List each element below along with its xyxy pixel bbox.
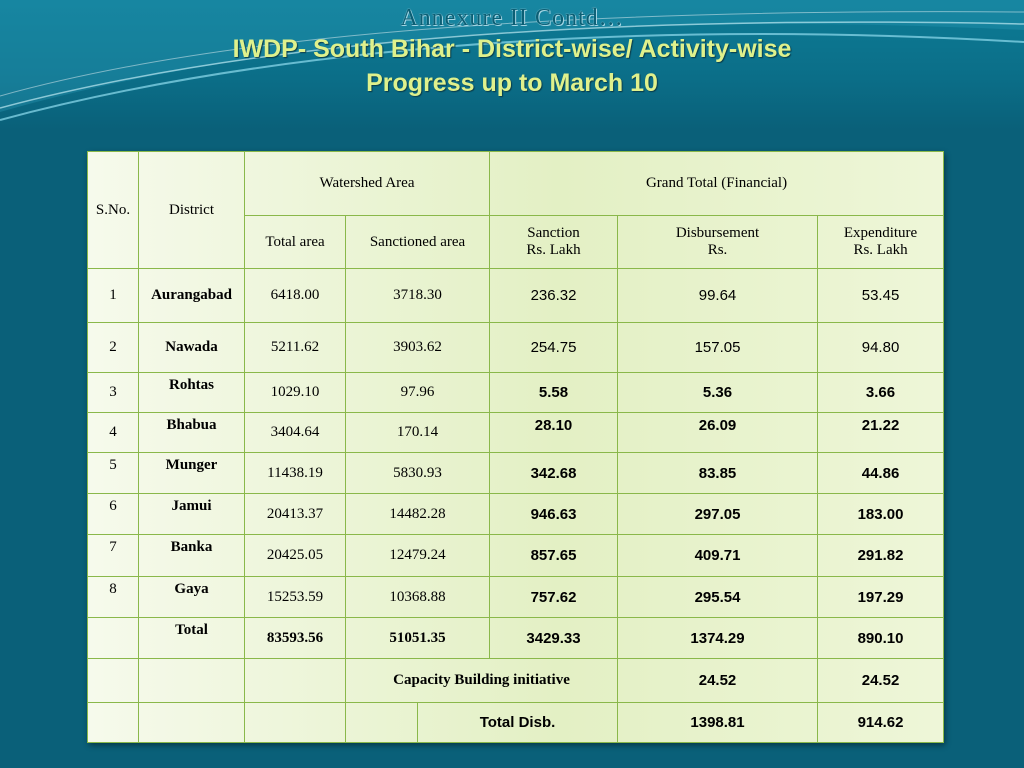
cell-district: Rohtas [139, 373, 245, 413]
progress-table-container [87, 151, 943, 742]
cell-sanctioned-area: 12479.24 [346, 535, 490, 577]
cell-disbursement: 295.54 [618, 577, 818, 618]
table-row [88, 373, 944, 413]
cell-sanction: 946.63 [490, 494, 618, 535]
cell-sno: 5 [88, 453, 139, 494]
cell-expenditure: 197.29 [818, 577, 944, 618]
cell-empty [88, 703, 139, 743]
cell-disbursement: 409.71 [618, 535, 818, 577]
cell-total-area: 1029.10 [245, 373, 346, 413]
cell-empty [139, 703, 245, 743]
cell-sno: 8 [88, 577, 139, 618]
cell-total-area: 20413.37 [245, 494, 346, 535]
cell-capacity-expenditure: 24.52 [818, 659, 944, 703]
table-row [88, 269, 944, 323]
cell-sanctioned-area: 170.14 [346, 413, 490, 453]
cell-sanction: 28.10 [490, 413, 618, 453]
cell-sanctioned-area: 5830.93 [346, 453, 490, 494]
header-district: District [139, 152, 245, 269]
cell-sanctioned-area: 10368.88 [346, 577, 490, 618]
cell-total-sanction: 3429.33 [490, 618, 618, 659]
cell-total-expenditure: 890.10 [818, 618, 944, 659]
cell-expenditure: 3.66 [818, 373, 944, 413]
cell-total-disbursement: 1374.29 [618, 618, 818, 659]
header-row-1 [88, 152, 944, 216]
table-row [88, 413, 944, 453]
cell-total-sanctioned-area: 51051.35 [346, 618, 490, 659]
cell-sno-empty [88, 618, 139, 659]
table-row [88, 577, 944, 618]
table-row [88, 494, 944, 535]
cell-capacity-label: Capacity Building initiative [346, 659, 618, 703]
cell-district: Gaya [139, 577, 245, 618]
cell-district: Munger [139, 453, 245, 494]
cell-sanction: 342.68 [490, 453, 618, 494]
cell-expenditure: 94.80 [818, 323, 944, 373]
cell-sanction: 757.62 [490, 577, 618, 618]
cell-sanctioned-area: 3903.62 [346, 323, 490, 373]
header-sno: S.No. [88, 152, 139, 269]
header-expenditure: Expenditure Rs. Lakh [818, 216, 944, 269]
cell-empty [346, 703, 418, 743]
cell-disbursement: 157.05 [618, 323, 818, 373]
table-row [88, 453, 944, 494]
table-row [88, 535, 944, 577]
cell-district: Aurangabad [139, 269, 245, 323]
cell-sno: 1 [88, 269, 139, 323]
cell-total-area: 11438.19 [245, 453, 346, 494]
cell-expenditure: 44.86 [818, 453, 944, 494]
header-disbursement: Disbursement Rs. [618, 216, 818, 269]
cell-sno: 7 [88, 535, 139, 577]
cell-disbursement: 297.05 [618, 494, 818, 535]
table-row [88, 323, 944, 373]
cell-total-label: Total [139, 618, 245, 659]
title-annexure: Annexure II Contd… [400, 5, 624, 31]
cell-expenditure: 291.82 [818, 535, 944, 577]
cell-total-area: 83593.56 [245, 618, 346, 659]
cell-total-disb-label: Total Disb. [418, 703, 618, 743]
cell-district: Nawada [139, 323, 245, 373]
capacity-building-row [88, 659, 944, 703]
cell-total-disb-disbursement: 1398.81 [618, 703, 818, 743]
cell-sanction: 857.65 [490, 535, 618, 577]
cell-empty [139, 659, 245, 703]
cell-sno: 3 [88, 373, 139, 413]
cell-sanction: 254.75 [490, 323, 618, 373]
slide-title [0, 4, 1024, 100]
cell-capacity-disbursement: 24.52 [618, 659, 818, 703]
cell-disbursement: 99.64 [618, 269, 818, 323]
cell-disbursement: 5.36 [618, 373, 818, 413]
cell-disbursement: 26.09 [618, 413, 818, 453]
cell-total-area: 6418.00 [245, 269, 346, 323]
progress-table [87, 151, 944, 743]
title-sub: Progress up to March 10 [366, 69, 658, 97]
cell-sanctioned-area: 14482.28 [346, 494, 490, 535]
cell-sno: 6 [88, 494, 139, 535]
cell-sanction: 5.58 [490, 373, 618, 413]
cell-district: Jamui [139, 494, 245, 535]
cell-sno: 4 [88, 413, 139, 453]
cell-sno: 2 [88, 323, 139, 373]
header-total-area: Total area [245, 216, 346, 269]
cell-sanctioned-area: 97.96 [346, 373, 490, 413]
cell-total-disb-expenditure: 914.62 [818, 703, 944, 743]
cell-total-area: 5211.62 [245, 323, 346, 373]
cell-total-area: 15253.59 [245, 577, 346, 618]
cell-empty [245, 659, 346, 703]
cell-total-area: 20425.05 [245, 535, 346, 577]
cell-expenditure: 53.45 [818, 269, 944, 323]
header-grand-total: Grand Total (Financial) [490, 152, 944, 216]
total-disb-row [88, 703, 944, 743]
cell-sanctioned-area: 3718.30 [346, 269, 490, 323]
header-sanction: Sanction Rs. Lakh [490, 216, 618, 269]
cell-district: Bhabua [139, 413, 245, 453]
cell-sanction: 236.32 [490, 269, 618, 323]
header-watershed-area: Watershed Area [245, 152, 490, 216]
header-sanctioned-area: Sanctioned area [346, 216, 490, 269]
cell-district: Banka [139, 535, 245, 577]
cell-empty [245, 703, 346, 743]
total-row [88, 618, 944, 659]
cell-disbursement: 83.85 [618, 453, 818, 494]
cell-expenditure: 183.00 [818, 494, 944, 535]
cell-expenditure: 21.22 [818, 413, 944, 453]
cell-empty [88, 659, 139, 703]
cell-total-area: 3404.64 [245, 413, 346, 453]
title-main: IWDP- South Bihar - District-wise/ Activity-wise [232, 35, 792, 63]
